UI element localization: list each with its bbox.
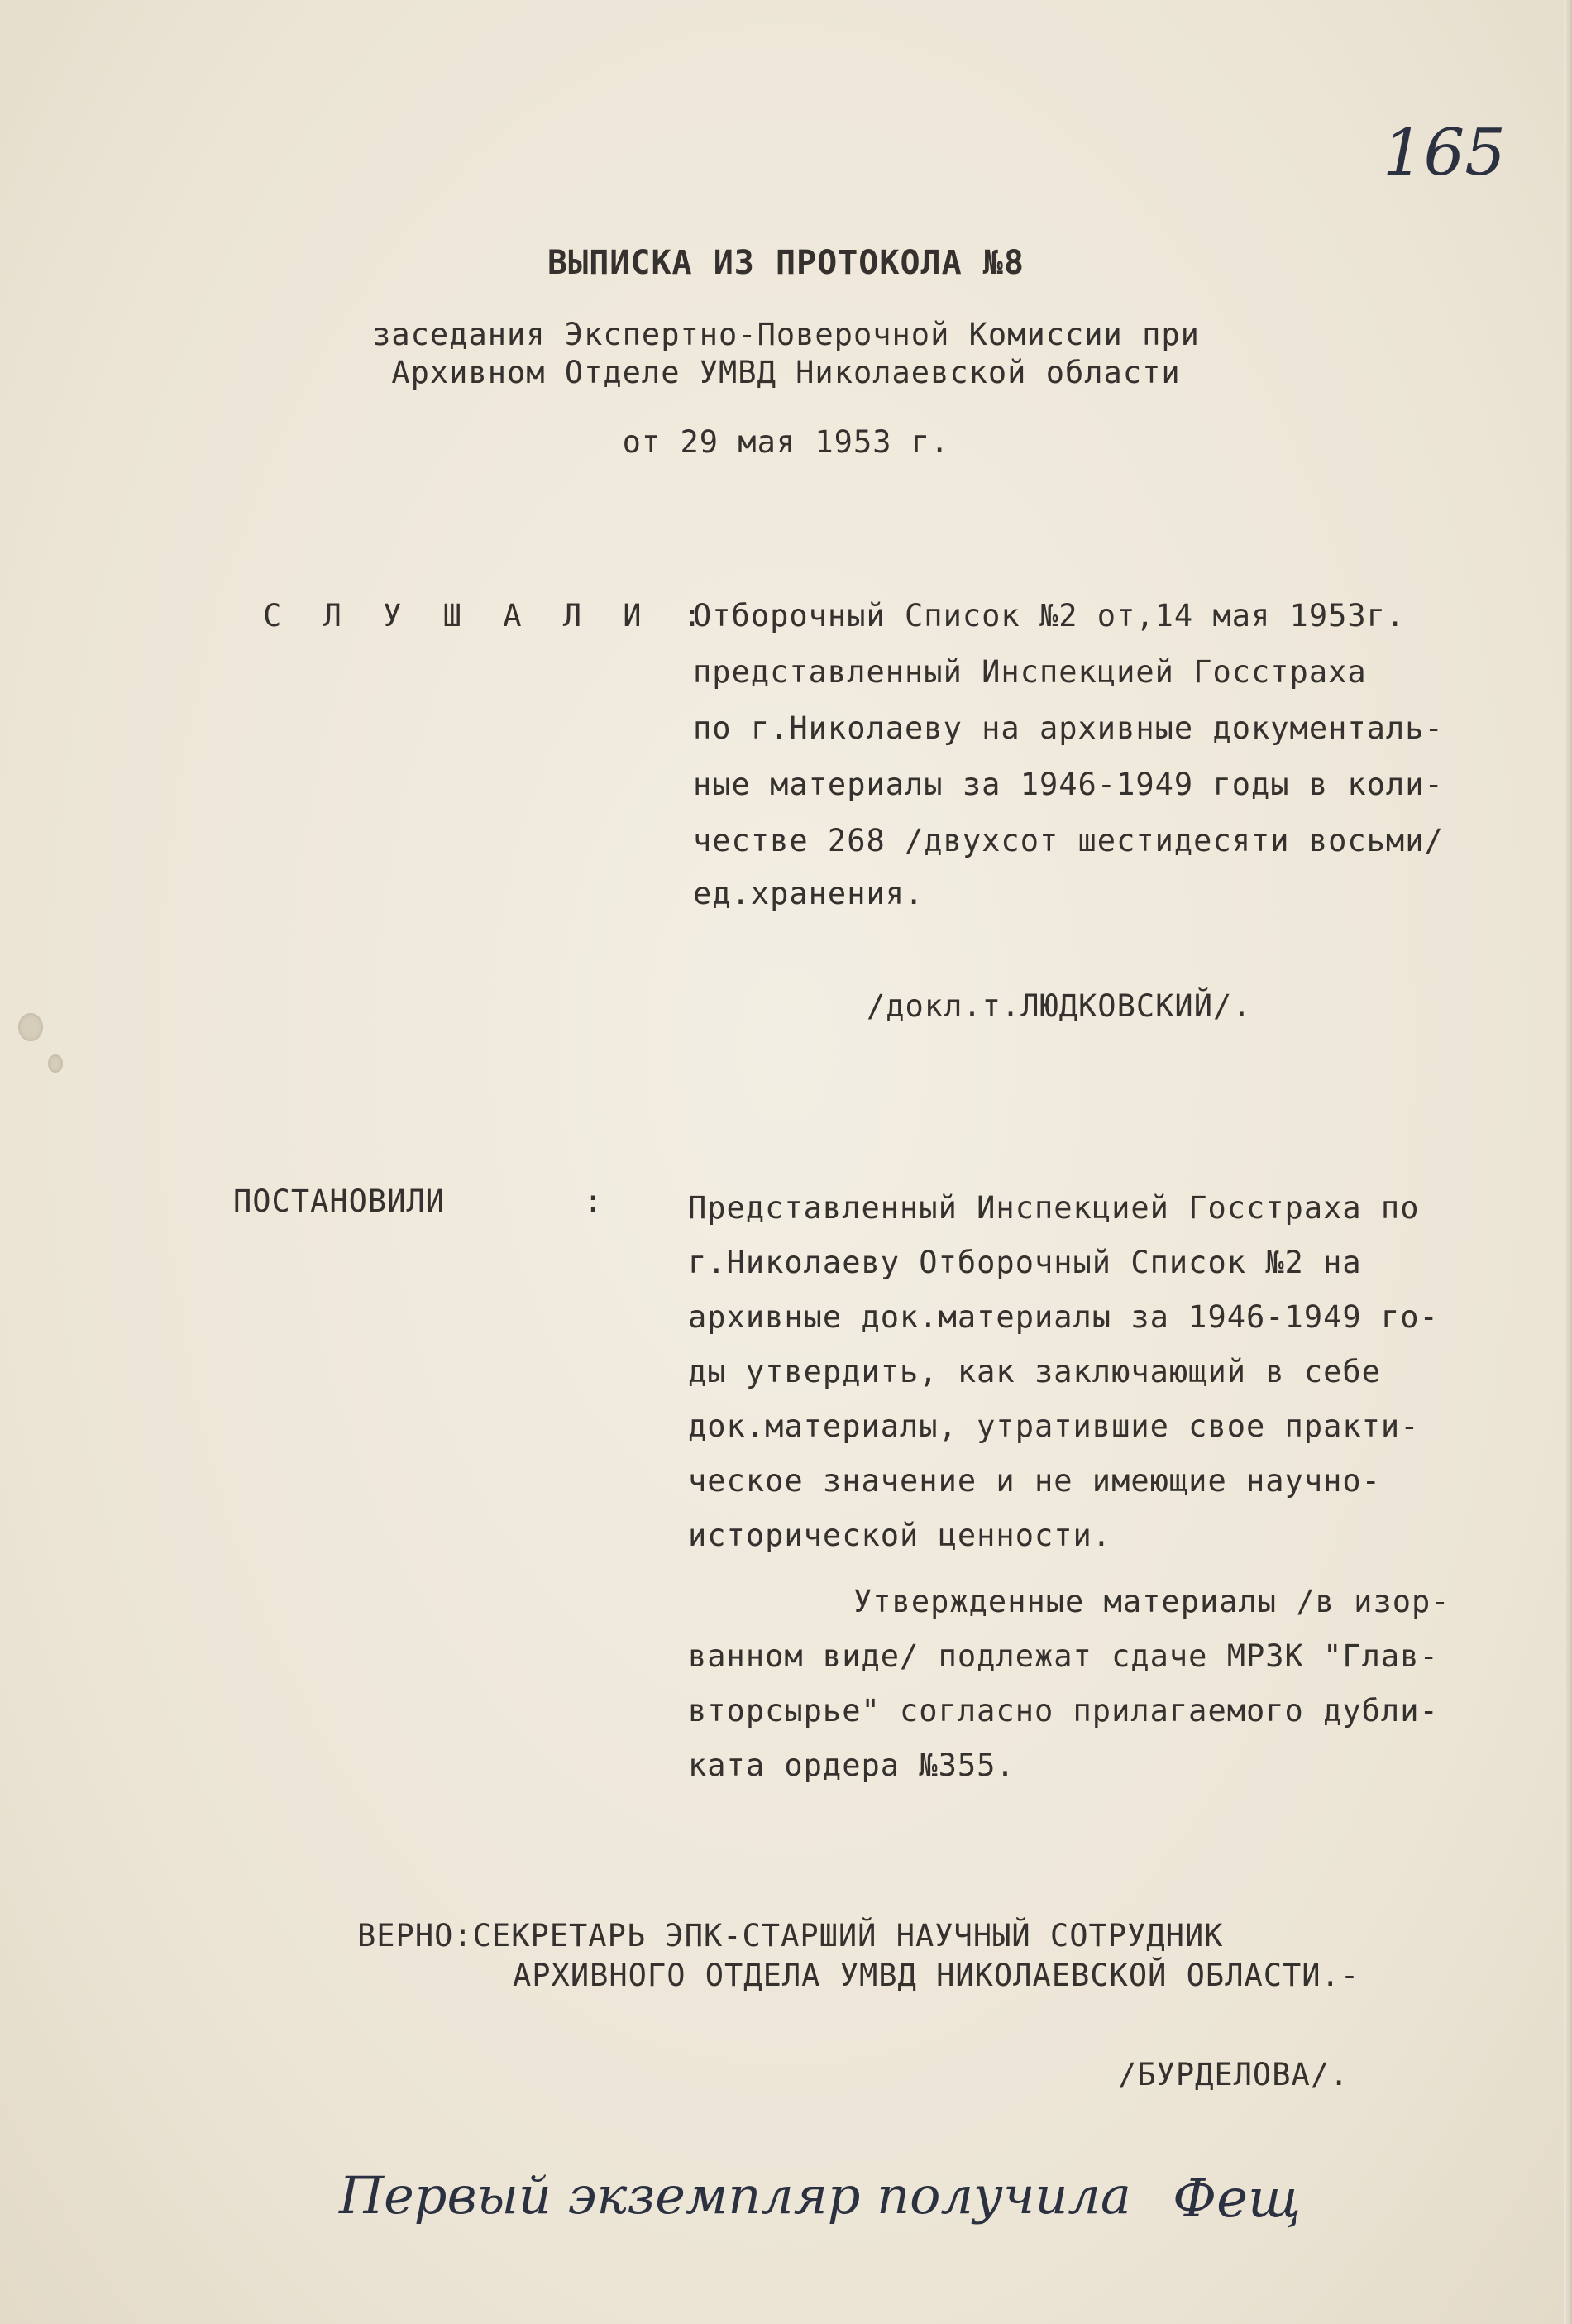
resolved-line: ды утвердить, как заключающий в себе [688, 1354, 1381, 1389]
heard-label: С Л У Ш А Л И : [263, 598, 714, 634]
handwritten-signature: Фещ [1173, 2169, 1302, 2230]
resolved-colon: : [584, 1184, 604, 1219]
resolved-line: вторсырье" согласно прилагаемого дубли- [688, 1693, 1439, 1729]
resolved-line: исторической ценности. [688, 1518, 1112, 1553]
resolved-line: архивные док.материалы за 1946-1949 го- [688, 1299, 1439, 1335]
reporter: /докл.т.ЛЮДКОВСКИЙ/. [867, 988, 1252, 1024]
heard-line: честве 268 /двухсот шестидесяти восьми/ [693, 823, 1444, 858]
heard-line: представленный Инспекцией Госстраха [693, 654, 1367, 690]
date-line: от 29 мая 1953 г. [622, 424, 950, 460]
subtitle-line-1: заседания Экспертно-Поверочной Комиссии при [372, 317, 1200, 352]
page-number: 165 [1383, 116, 1506, 190]
heard-line: ед.хранения. [693, 876, 925, 911]
document-title: ВЫПИСКА ИЗ ПРОТОКОЛА №8 [547, 244, 1025, 282]
resolved-line: ванном виде/ подлежат сдаче МРЗК "Глав- [688, 1638, 1439, 1674]
resolved-line: Утвержденные материалы /в изор- [853, 1584, 1450, 1619]
handwritten-note: Первый экземпляр получила [339, 2165, 1131, 2226]
heard-line: ные материалы за 1946-1949 годы в коли- [693, 767, 1444, 802]
punch-hole [48, 1054, 63, 1073]
resolved-line: г.Николаеву Отборочный Список №2 на [688, 1245, 1362, 1280]
signatory: /БУРДЕЛОВА/. [1118, 2057, 1350, 2092]
resolved-label: ПОСТАНОВИЛИ [233, 1184, 446, 1219]
punch-hole [18, 1013, 43, 1041]
certification-line-2: АРХИВНОГО ОТДЕЛА УМВД НИКОЛАЕВСКОЙ ОБЛАСТИ.- [513, 1958, 1360, 1993]
resolved-line: ческое значение и не имеющие научно- [688, 1463, 1381, 1499]
subtitle-line-2: Архивном Отделе УМВД Николаевской области [391, 355, 1181, 390]
resolved-line: ката ордера №355. [688, 1748, 1015, 1783]
resolved-line: док.материалы, утратившие свое практи- [688, 1408, 1420, 1444]
certification-line-1: ВЕРНО:СЕКРЕТАРЬ ЭПК-СТАРШИЙ НАУЧНЫЙ СОТРУДНИК [357, 1918, 1224, 1953]
heard-line: Отборочный Список №2 от,14 мая 1953г. [693, 598, 1406, 634]
resolved-line: Представленный Инспекцией Госстраха по [688, 1190, 1420, 1226]
heard-line: по г.Николаеву на архивные документаль- [693, 710, 1444, 746]
